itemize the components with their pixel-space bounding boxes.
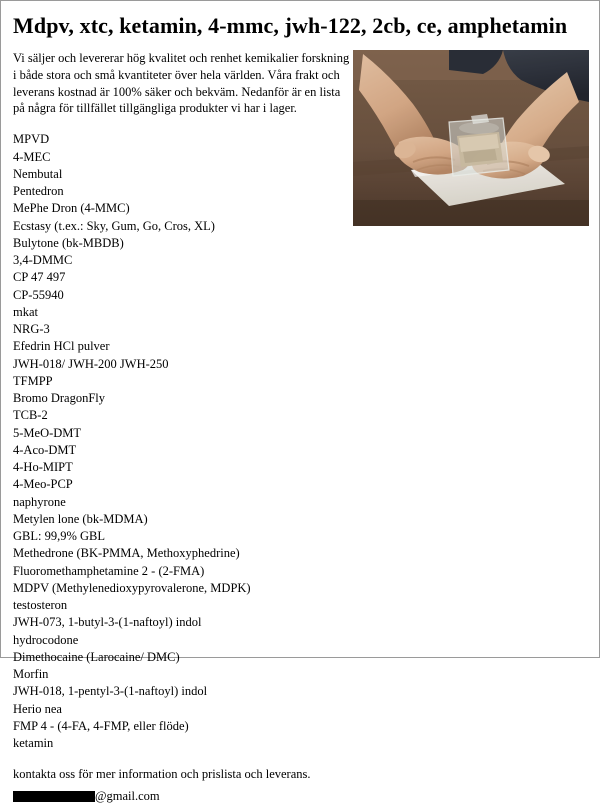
list-item: mkat [13, 304, 38, 319]
redacted-email-bar [13, 791, 95, 802]
list-item: naphyrone [13, 494, 66, 509]
email-domain: @gmail.com [95, 788, 160, 803]
list-item: Morfin [13, 667, 49, 682]
list-item: JWH-018/ JWH-200 JWH-250 [13, 356, 169, 371]
list-item: ketamin [13, 736, 54, 751]
list-item: 4-Ho-MIPT [13, 460, 73, 475]
list-item: Pentedron [13, 184, 64, 199]
list-item: 4-MEC [13, 149, 51, 164]
page-title: Mdpv, xtc, ketamin, 4-mmc, jwh-122, 2cb, ce, amphetamin [13, 13, 568, 38]
list-item: TCB-2 [13, 408, 48, 423]
hands-holding-plastic-bag-photo [353, 50, 589, 226]
list-item: Efedrin HCl pulver [13, 339, 110, 354]
intro-paragraph: Vi säljer och levererar hög kvalitet och renhet kemikalier forskning i både stora och små kvantiteter över hela världen. Våra frakt och leverans kostnad är 100% säker och bekväm. Nedanför är en lista på några för tillfället tillgängliga produkter vi har i lager. [13, 50, 350, 116]
list-item: 4-Aco-DMT [13, 442, 77, 457]
list-item: FMP 4 - (4-FA, 4-FMP, eller flöde) [13, 718, 189, 733]
list-item: Bulytone (bk-MBDB) [13, 235, 124, 250]
list-item: GBL: 99,9% GBL [13, 529, 106, 544]
list-item: 3,4-DMMC [13, 253, 73, 268]
list-item: Methedrone (BK-PMMA, Methoxyphedrine) [13, 546, 240, 561]
list-item: CP-55940 [13, 287, 64, 302]
list-item: Fluoromethamphetamine 2 - (2-FMA) [13, 563, 205, 578]
list-item: Nembutal [13, 166, 63, 181]
list-item: JWH-018, 1-pentyl-3-(1-naftoyl) indol [13, 684, 208, 699]
list-item: JWH-073, 1-butyl-3-(1-naftoyl) indol [13, 615, 202, 630]
document-body [13, 50, 587, 805]
footer [13, 766, 587, 805]
email-line [13, 788, 587, 805]
list-item: NRG-3 [13, 322, 50, 337]
list-item: MDPV (Methylenedioxypyrovalerone, MDPK) [13, 580, 251, 595]
list-item: Herio nea [13, 701, 62, 716]
list-item: Ecstasy (t.ex.: Sky, Gum, Go, Cros, XL) [13, 218, 215, 233]
list-item: hydrocodone [13, 632, 79, 647]
contact-instruction: kontakta oss för mer information och prislista och leverans. [13, 767, 311, 782]
list-item: TFMPP [13, 373, 53, 388]
list-item: 5-MeO-DMT [13, 425, 82, 440]
list-item: CP 47 497 [13, 270, 66, 285]
list-item: Metylen lone (bk-MDMA) [13, 511, 148, 526]
list-item: Dimethocaine (Larocaine/ DMC) [13, 649, 180, 664]
list-item: Bromo DragonFly [13, 391, 106, 406]
list-item: testosteron [13, 598, 68, 613]
list-item: MePhe Dron (4-MMC) [13, 201, 130, 216]
product-list [13, 131, 355, 752]
list-item: MPVD [13, 132, 50, 147]
list-item: 4-Meo-PCP [13, 477, 73, 492]
